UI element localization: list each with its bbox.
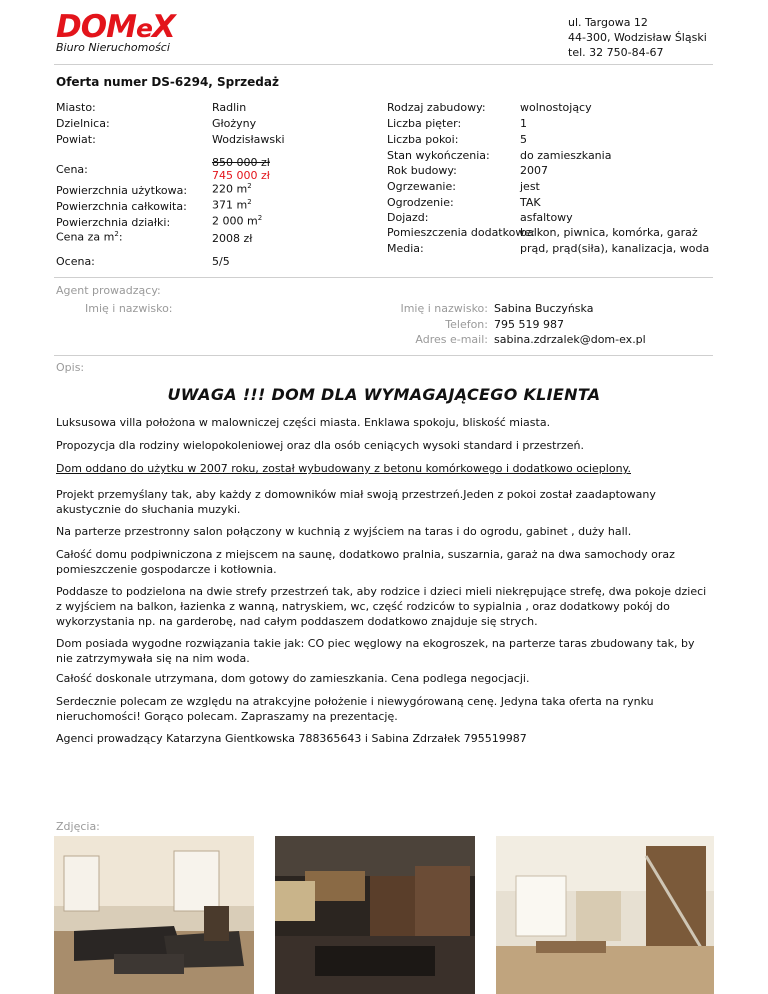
dzielnica-label: Dzielnica: [56, 117, 110, 130]
pow-calkowita-label: Powierzchnia całkowita: [56, 200, 187, 213]
address-phone: tel. 32 750-84-67 [568, 46, 664, 59]
agent-section-label: Agent prowadzący: [56, 284, 161, 297]
description-paragraph: Całość domu podpiwniczona z miejscem na saunę, dodatkowo pralnia, suszarnia, garaż na dwa samochody oraz pomieszczenie gospodarcze i kotłownia. [56, 548, 675, 576]
agent-phone: 795 519 987 [494, 318, 564, 331]
pow-uzytkowa-label: Powierzchnia użytkowa: [56, 184, 188, 197]
pow-uzytkowa-value: 220 $m^2$ [212, 182, 252, 196]
description-paragraph: Całość doskonale utrzymana, dom gotowy do zamieszkania. Cena podlega negocjacji. [56, 672, 530, 685]
ocena-label: Ocena: [56, 255, 95, 268]
cena-m2-label: Cena za $m^2$: [56, 230, 123, 244]
divider [54, 277, 713, 278]
description-heading: UWAGA !!! DOM DLA WYMAGAJĄCEGO KLIENTA [167, 385, 601, 404]
liczba-pieter-label: Liczba pięter: [387, 117, 462, 130]
miasto-value: Radlin [212, 101, 247, 114]
agent-name-label: Imię i nazwisko: [400, 302, 488, 315]
photos-section-label: Zdjęcia: [56, 820, 100, 833]
company-address [568, 15, 707, 60]
agent-email[interactable]: sabina.zdrzalek@dom-ex.pl [494, 333, 646, 346]
pomieszczenia-dodatkowe-value: balkon, piwnica, komórka, garaż [520, 226, 698, 239]
stan-wykonczenia-value: do zamieszkania [520, 149, 612, 162]
photo-hall[interactable] [496, 836, 714, 994]
liczba-pokoi-value: 5 [520, 133, 527, 146]
stan-wykonczenia-label: Stan wykończenia: [387, 149, 490, 162]
company-logo: DOMeX [56, 9, 175, 45]
description-paragraph: Dom posiada wygodne rozwiązania takie jak: CO piec węglowy na ekogroszek, na parterze taras zbudowany tak, by nie zatrzymywała się na nim woda. [56, 637, 695, 665]
offer-title: Oferta numer DS-6294, Sprzedaż [56, 75, 279, 89]
description-paragraph: Agenci prowadzący Katarzyna Gientkowska 788365643 i Sabina Zdrzałek 795519987 [56, 732, 527, 745]
dojazd-value: asfaltowy [520, 211, 573, 224]
liczba-pieter-value: 1 [520, 117, 527, 130]
rodzaj-zabudowy-label: Rodzaj zabudowy: [387, 101, 486, 114]
divider [54, 64, 713, 65]
description-paragraph: Dom oddano do użytku w 2007 roku, został wybudowany z betonu komórkowego i dodatkowo ocieplony. [56, 462, 631, 475]
photo-kitchen[interactable] [275, 836, 475, 994]
address-city: 44-300, Wodzisław Śląski [568, 31, 707, 44]
description-section-label: Opis: [56, 361, 85, 374]
divider [54, 355, 713, 356]
powiat-label: Powiat: [56, 133, 96, 146]
description-paragraph: Propozycja dla rodziny wielopokoleniowej oraz dla osób ceniących wysoki standard i przestrzeń. [56, 439, 585, 452]
dzielnica-value: Głożyny [212, 117, 257, 130]
media-label: Media: [387, 242, 424, 255]
description-paragraph: Projekt przemyślany tak, aby każdy z domowników miał swoją przestrzeń.Jeden z pokoi został zaadaptowany akustycznie do słuchania muzyki. [56, 488, 656, 516]
pomieszczenia-dodatkowe-label: Pomieszczenia dodatkowe: [387, 226, 535, 239]
description-paragraph: Na parterze przestronny salon połączony w kuchnią z wyjściem na taras i do ogrodu, gabinet , duży hall. [56, 525, 632, 538]
description-paragraph: Serdecznie polecam ze względu na atrakcyjne położenie i niewygórowaną cenę. Jedyna taka oferta na rynku nieruchomości! Gorąco polecam. Zapraszamy na prezentację. [56, 695, 654, 723]
pow-calkowita-value: 371 $m^2$ [212, 198, 252, 212]
description-paragraph: Luksusowa villa położona w malowniczej części miasta. Enklawa spokoju, bliskość miasta. [56, 416, 551, 429]
agent-name: Sabina Buczyńska [494, 302, 594, 315]
pow-dzialki-label: Powierzchnia działki: [56, 216, 171, 229]
old-price: 850 000 zł [212, 156, 270, 169]
media-value: prąd, prąd(siła), kanalizacja, woda [520, 242, 710, 255]
ogrzewanie-label: Ogrzewanie: [387, 180, 456, 193]
dojazd-label: Dojazd: [387, 211, 429, 224]
rok-budowy-label: Rok budowy: [387, 164, 457, 177]
cena-label: Cena: [56, 163, 88, 176]
agent-phone-label: Telefon: [445, 318, 488, 331]
powiat-value: Wodzisławski [212, 133, 285, 146]
miasto-label: Miasto: [56, 101, 96, 114]
photo-living-room[interactable] [54, 836, 254, 994]
rodzaj-zabudowy-value: wolnostojący [520, 101, 592, 114]
agent-left-name-label: Imię i nazwisko: [85, 302, 173, 315]
description-paragraph: Poddasze to podzielona na dwie strefy przestrzeń tak, aby rodzice i dzieci mieli niekrępujące strefę, dwa pokoje dzieci z wyjściem na balkon, łazienka z wanną, natryskiem, wc, część rodziców to sypialnia , oraz dodatkowy pokój do wykorzystania np. na garderobę, nad całym poddaszem dodatkowo znajduje się strych. [56, 585, 707, 628]
ocena-value: 5/5 [212, 255, 230, 268]
rok-budowy-value: 2007 [520, 164, 548, 177]
agent-email-label: Adres e-mail: [415, 333, 488, 346]
liczba-pokoi-label: Liczba pokoi: [387, 133, 459, 146]
ogrodzenie-value: TAK [520, 196, 541, 209]
ogrzewanie-value: jest [520, 180, 540, 193]
company-logo-subtitle: Biuro Nieruchomości [56, 41, 170, 54]
ogrodzenie-label: Ogrodzenie: [387, 196, 454, 209]
new-price: 745 000 zł [212, 169, 270, 182]
address-street: ul. Targowa 12 [568, 16, 648, 29]
cena-m2-value: 2008 zł [212, 232, 253, 245]
pow-dzialki-value: 2 000 $m^2$ [212, 214, 263, 228]
